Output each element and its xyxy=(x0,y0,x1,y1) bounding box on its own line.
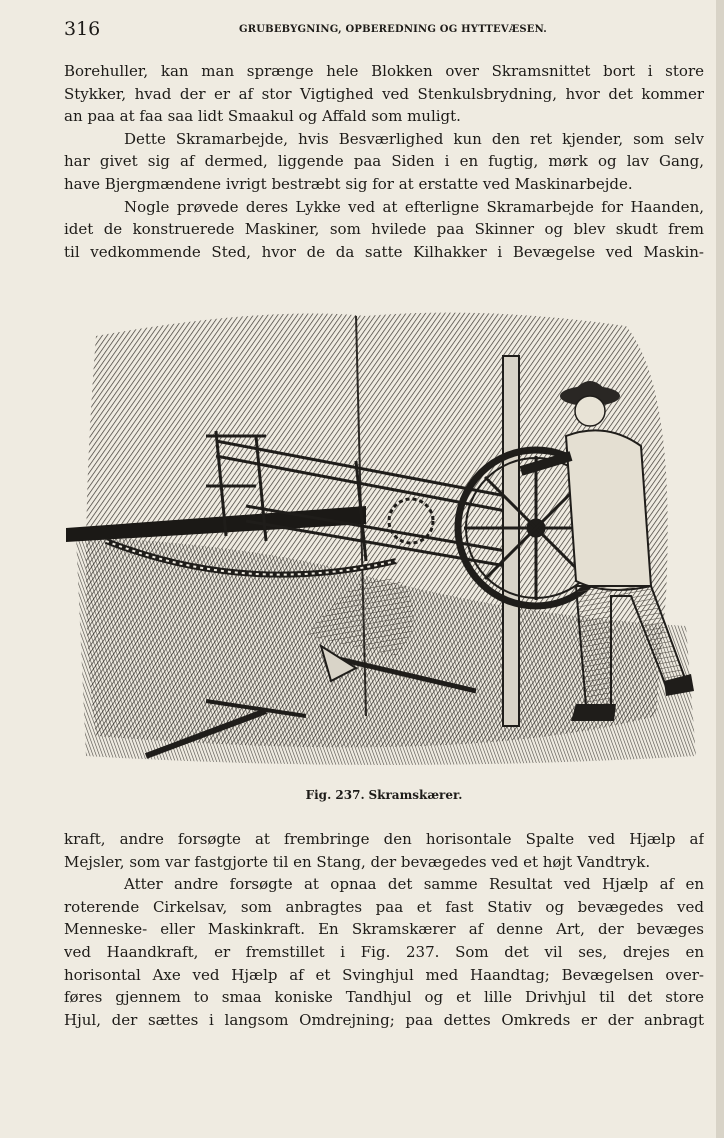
text-line: an paa at faa saa lidt Smaakul og Affald som muligt. xyxy=(64,107,461,126)
text-line: Mejsler, som var fastgjorte til en Stang, der bevægedes ved et højt Vandtryk. xyxy=(64,852,651,871)
text-line: kraft, andre forsøgte at frembringe den horisontale Spalte ved Hjælp af xyxy=(64,830,704,848)
text-line: føres gjennem to smaa koniske Tandhjul og et lille Drivhjul til det store xyxy=(64,988,704,1007)
top-paragraph xyxy=(64,60,704,263)
page-edge xyxy=(716,0,724,1138)
text-line: horisontal Axe ved Hjælp af et Svinghjul med Haandtag; Bevægelsen over- xyxy=(64,965,704,984)
text-line: Atter andre forsøgte at opnaa det samme Resultat ved Hjælp af en xyxy=(124,875,704,894)
text-line: Stykker, hvad der er af stor Vigtighed ved Stenkulsbrydning, hvor det kommer xyxy=(64,84,704,103)
figure-label: Fig. 237. xyxy=(305,788,365,802)
text-line: Nogle prøvede deres Lykke ved at efterligne Skramarbejde for Haanden, xyxy=(124,197,704,216)
text-line: Borehuller, kan man sprænge hele Blokken over Skramsnittet bort i store xyxy=(64,62,704,80)
engraving-figure xyxy=(66,296,706,774)
figure-caption xyxy=(64,788,704,802)
page-number: 316 xyxy=(64,18,101,40)
text-line: idet de konstruerede Maskiner, som hvilede paa Skinner og blev skudt frem xyxy=(64,220,704,239)
running-title: GRUBEBYGNING, OPBEREDNING OG HYTTEVÆSEN. xyxy=(239,24,547,35)
text-line: ved Haandkraft, er fremstillet i Fig. 237. Som det vil ses, drejes en xyxy=(64,942,704,961)
text-line: Hjul, der sættes i langsom Omdrejning; paa dettes Omkreds er der anbragt xyxy=(64,1010,704,1029)
text-line: har givet sig af dermed, liggende paa Siden i en fugtig, mørk og lav Gang, xyxy=(64,152,704,171)
bottom-paragraph xyxy=(64,828,704,1031)
page-header xyxy=(64,18,704,42)
upright-post xyxy=(503,356,519,726)
text-line: have Bjergmændene ivrigt bestræbt sig for at erstatte ved Maskinarbejde. xyxy=(64,174,633,193)
text-line: Dette Skramarbejde, hvis Besværlighed kun den ret kjender, som selv xyxy=(124,129,704,148)
text-line: til vedkommende Sted, hvor de da satte Kilhakker i Bevægelse ved Maskin- xyxy=(64,242,704,261)
text-line: Menneske- eller Maskinkraft. En Skramskærer af denne Art, der bevæges xyxy=(64,920,704,939)
coal-cutter-engraving xyxy=(66,296,706,774)
figure-title: Skramskærer. xyxy=(368,788,463,802)
text-line: roterende Cirkelsav, som anbragtes paa et fast Stativ og bevægedes ved xyxy=(64,897,704,916)
